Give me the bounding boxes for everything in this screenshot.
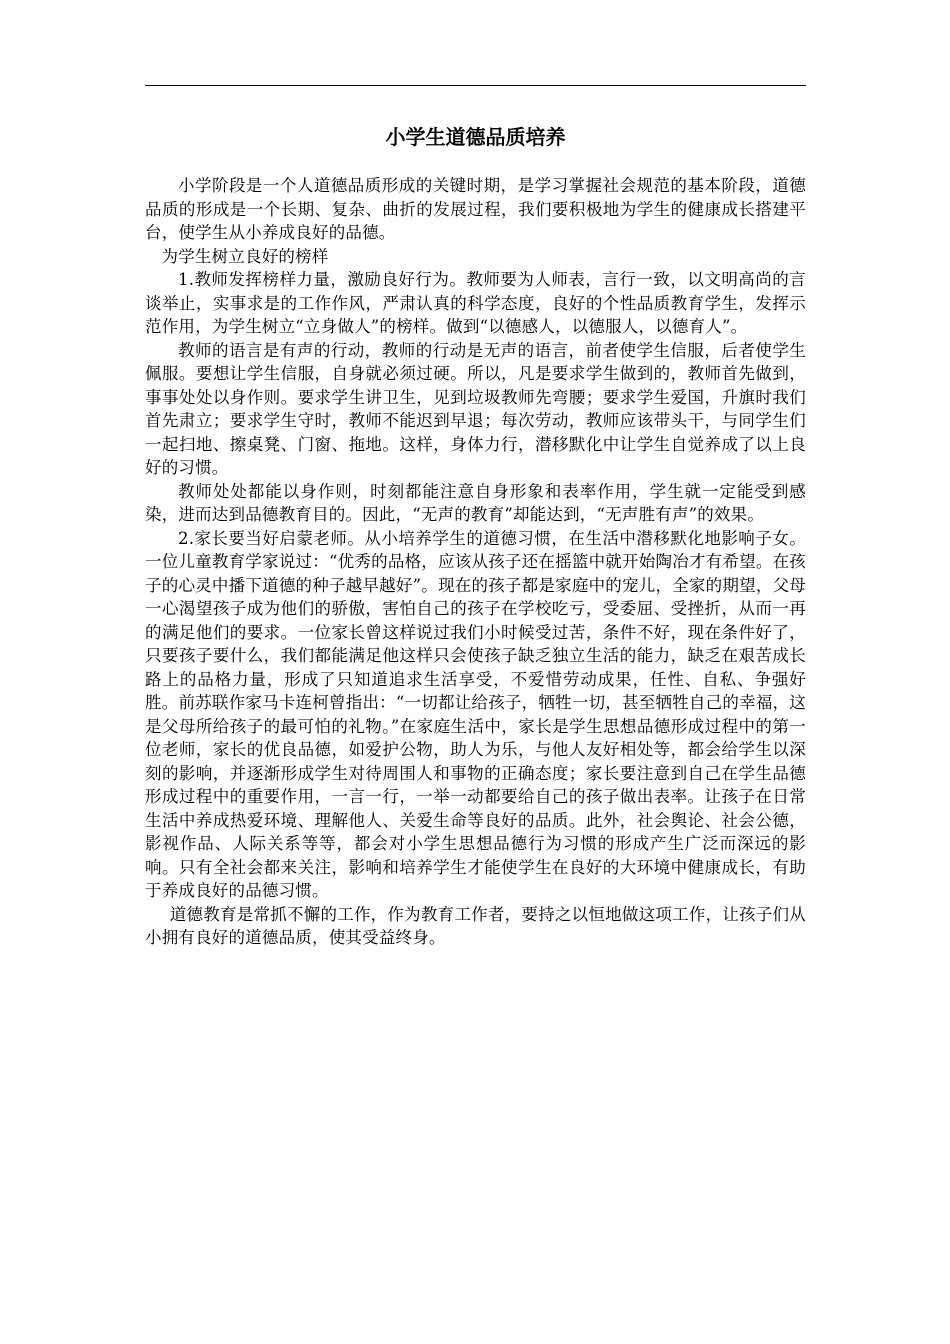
document-title: 小学生道德品质培养 — [385, 125, 566, 149]
paragraph-teacher-role-model: 1.教师发挥榜样力量，激励良好行为。教师要为人师表，言行一致，以文明高尚的言谈举止，实事求是的工作作风，严肃认真的科学态度，良好的个性品质教育学生，发挥示范作用，为学生树立“立身做人”的榜样。做到“以德感人，以德服人，以德育人”。 — [145, 270, 806, 336]
paragraph-parents-role: 2.家长要当好启蒙老师。从小培养学生的道德习惯，在生活中潜移默化地影响子女。一位儿童教育学家说过：“优秀的品格，应该从孩子还在摇篮中就开始陶冶才有希望。在孩子的心灵中播下道德的种子越早越好”。现在的孩子都是家庭中的宠儿，全家的期望，父母一心渴望孩子成为他们的骄傲，害怕自己的孩子在学校吃亏，受委屈、受挫折，从而一再的满足他们的要求。一位家长曾这样说过我们小时候受过苦，条件不好，现在条件好了，只要孩子要什么，我们都能满足他这样只会使孩子缺乏独立生活的能力，缺乏在艰苦成长路上的品格力量，形成了只知道追求生活享受，不爱惜劳动成果，任性、自私、争强好胜。前苏联作家马卡连柯曾指出：“一切都让给孩子，牺牲一切，甚至牺牲自己的幸福，这是父母所给孩子的最可怕的礼物。”在家庭生活中，家长是学生思想品德形成过程中的第一位老师，家长的优良品德，如爱护公物，助人为乐，与他人友好相处等，都会给学生以深刻的影响，并逐渐形成学生对待周围人和事物的正确态度；家长要注意到自己在学生品德形成过程中的重要作用，一言一行，一举一动都要给自己的孩子做出表率。让孩子在日常生活中养成热爱环境、理解他人、关爱生命等良好的品质。此外，社会舆论、社会公德，影视作品、人际关系等等，都会对小学生思想品德行为习惯的形成产生广泛而深远的影响。只有全社会都来关注，影响和培养学生才能使学生在良好的大环境中健康成长，有助于养成良好的品德习惯。 — [145, 528, 806, 900]
header-rule — [145, 85, 806, 86]
document-body — [145, 174, 806, 950]
intro-paragraph: 小学阶段是一个人道德品质形成的关键时期，是学习掌握社会规范的基本阶段，道德品质的形成是一个长期、复杂、曲折的发展过程，我们要积极地为学生的健康成长搭建平台，使学生从小养成良好的品德。 — [145, 176, 806, 242]
paragraph-teacher-actions: 教师的语言是有声的行动，教师的行动是无声的语言，前者使学生信服，后者使学生佩服。要想让学生信服，自身就必须过硬。所以，凡是要求学生做到的，教师首先做到，事事处处以身作则。要求学生讲卫生，见到垃圾教师先弯腰；要求学生爱国，升旗时我们首先肃立；要求学生守时，教师不能迟到早退；每次劳动，教师应该带头干，与同学生们一起扫地、擦桌凳、门窗、拖地。这样，身体力行，潜移默化中让学生自觉养成了以上良好的习惯。 — [145, 340, 806, 477]
closing-paragraph: 道德教育是常抓不懈的工作，作为教育工作者，要持之以恒地做这项工作，让孩子们从小拥有良好的道德品质，使其受益终身。 — [145, 904, 806, 947]
paragraph-silent-education: 教师处处都能以身作则，时刻都能注意自身形象和表率作用，学生就一定能受到感染，进而达到品德教育目的。因此，“无声的教育”却能达到，“无声胜有声”的效果。 — [145, 481, 806, 524]
section-heading: 为学生树立良好的榜样 — [161, 246, 329, 266]
